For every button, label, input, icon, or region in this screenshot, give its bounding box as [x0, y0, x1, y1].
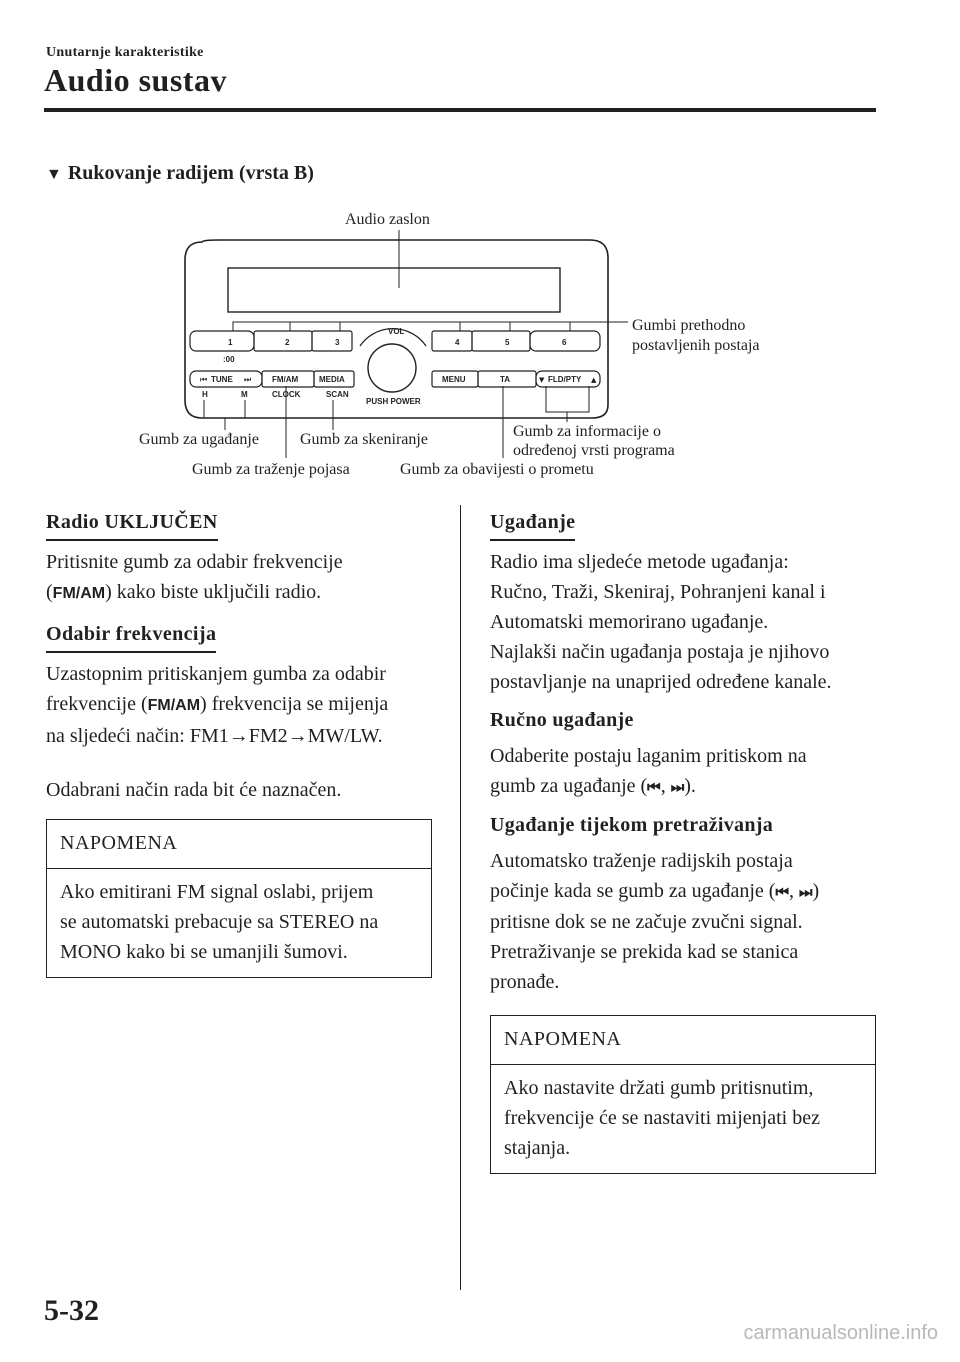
- preset-1-button: [190, 331, 254, 351]
- para-tuning-line4: Najlakši način ugađanja postaja je njihovo: [490, 641, 830, 663]
- para-seek-line4: Pretraživanje se prekida kad se stanica: [490, 941, 799, 963]
- minute-label: M: [241, 390, 248, 399]
- label-ta: Gumb za obavijesti o prometu: [400, 461, 594, 478]
- para-seek-line2a: počinje kada se gumb za ugađanje (: [490, 880, 776, 902]
- para-manual-line1: Odaberite postaju laganim pritiskom na: [490, 745, 807, 767]
- label-tune: Gumb za ugađanje: [139, 431, 259, 448]
- para-tuning-line3: Automatski memorirano ugađanje.: [490, 611, 769, 633]
- menu-label: MENU: [442, 375, 466, 384]
- note-box-right: [490, 1015, 876, 1174]
- note-left-line1: Ako emitirani FM signal oslabi, prijem: [60, 881, 374, 903]
- clock-label: CLOCK: [272, 390, 301, 399]
- tune-bracket: [204, 400, 245, 418]
- skip-back-icon: ⏮: [647, 778, 661, 796]
- preset-4-label: 4: [455, 338, 460, 347]
- label-info-2: određenoj vrsti programa: [513, 442, 675, 459]
- para-seek-line5: pronađe.: [490, 971, 560, 993]
- heading-radio-on: Radio UKLJUČEN: [46, 507, 218, 541]
- heading-manual-tuning: Ručno ugađanje: [490, 709, 634, 731]
- tune-prev-icon: ⏮: [200, 375, 208, 384]
- note-left-line2: se automatski prebacuje sa STEREO na: [60, 911, 379, 933]
- note-right-line3: stajanja.: [504, 1137, 571, 1159]
- fld-down-icon: ▼: [539, 376, 545, 384]
- fldpty-label: FLD/PTY: [548, 375, 582, 384]
- label-band: Gumb za traženje pojasa: [192, 461, 350, 478]
- para-tuning-line1: Radio ima sljedeće metode ugađanja:: [490, 551, 789, 573]
- preset-2-button: [254, 331, 312, 351]
- para-band-line3: na sljedeći način: FM1→FM2→MW/LW.: [46, 725, 383, 747]
- vol-label: VOL: [388, 327, 405, 336]
- preset-3-label: 3: [335, 338, 340, 347]
- para-band-line2b: ) frekvencija se mijenja: [200, 693, 389, 715]
- para-seek-line2b: ): [812, 880, 820, 902]
- para-manual-line2b: ).: [684, 775, 696, 797]
- hour-label: H: [202, 390, 208, 399]
- preset-6-label: 6: [562, 338, 567, 347]
- para-manual-tuning: Odaberite postaju laganim pritiskom na gumb za ugađanje (⏮, ⏭).: [490, 745, 807, 797]
- para-band-line1: Uzastopnim pritiskanjem gumba za odabir: [46, 663, 386, 685]
- para-mode-indicated: Odabrani način rada bit će naznačen.: [46, 779, 342, 801]
- preset-3-button: [312, 331, 352, 351]
- section-label: Unutarnje karakteristike: [46, 45, 204, 60]
- volume-knob: [368, 344, 416, 392]
- note-left-line3: MONO kako bi se umanjili šumovi.: [60, 941, 348, 963]
- radio-diagram: [130, 200, 810, 485]
- fmam-button-ref: FM/AM: [52, 585, 106, 602]
- heading-band-select: Odabir frekvencija: [46, 619, 216, 653]
- page-title: Audio sustav: [44, 62, 227, 98]
- heading-seek-tuning: Ugađanje tijekom pretraživanja: [490, 814, 774, 836]
- subsection-title: [46, 162, 314, 185]
- push-power-label: PUSH POWER: [366, 397, 421, 406]
- note-right-line2: frekvencije će se nastaviti mijenjati bez: [504, 1107, 820, 1129]
- fmam-label: FM/AM: [272, 375, 299, 384]
- note-box-left: [46, 819, 432, 978]
- preset-4-button: [432, 331, 472, 351]
- preset-2-label: 2: [285, 338, 290, 347]
- media-label: MEDIA: [319, 375, 345, 384]
- tune-label: TUNE: [211, 375, 233, 384]
- tune-next-icon: ⏭: [244, 375, 252, 384]
- ta-label: TA: [500, 375, 511, 384]
- preset-1-label: 1: [228, 338, 233, 347]
- watermark: carmanualsonline.info: [743, 1322, 938, 1344]
- label-scan: Gumb za skeniranje: [300, 431, 428, 448]
- note-title-left: NAPOMENA: [47, 820, 431, 869]
- para-seek-line3: pritisne dok se ne začuje zvučni signal.: [490, 911, 803, 933]
- para-seek-tuning: Automatsko traženje radijskih postaja počinje kada se gumb za ugađanje (⏮, ⏭) pritisne dok se ne začuje zvučni signal. Pretraživanje se prekida kad se stanica pronađe.: [490, 850, 820, 993]
- skip-forward-icon: ⏭: [798, 883, 813, 901]
- para-radio-on-line1: Pritisnite gumb za odabir frekvencije: [46, 551, 343, 573]
- para-radio-on: Pritisnite gumb za odabir frekvencije (FM/AM) kako biste uključili radio.: [46, 551, 343, 603]
- para-radio-on-line2: ) kako biste uključili radio.: [105, 581, 322, 603]
- preset-5-label: 5: [505, 338, 510, 347]
- note-title-right: NAPOMENA: [491, 1016, 875, 1065]
- note-body-left: [47, 869, 431, 977]
- note-right-line1: Ako nastavite držati gumb pritisnutim,: [504, 1077, 814, 1099]
- para-tuning-line2: Ručno, Traži, Skeniraj, Pohranjeni kanal i: [490, 581, 826, 603]
- fmam-button-ref-2: FM/AM: [147, 697, 201, 714]
- audio-display: [228, 268, 560, 312]
- pty-up-icon: ▲: [591, 376, 597, 384]
- title-rule: [44, 108, 876, 112]
- skip-back-icon: ⏮: [775, 883, 789, 901]
- para-tuning-line5: postavljanje na unaprijed određene kanale.: [490, 671, 832, 693]
- page-number: 5-32: [44, 1294, 99, 1327]
- left-column: [46, 507, 436, 978]
- triangle-bullet-icon: ▼: [46, 166, 62, 183]
- para-manual-line2a: gumb za ugađanje (: [490, 775, 648, 797]
- label-display: Audio zaslon: [345, 211, 430, 228]
- fldpty-bracket: [546, 386, 589, 412]
- note-body-right: [491, 1065, 875, 1173]
- column-divider: [460, 505, 461, 1290]
- para-tuning: [490, 547, 880, 697]
- scan-label: SCAN: [326, 390, 349, 399]
- heading-tuning: Ugađanje: [490, 507, 575, 541]
- right-column: [490, 507, 880, 1174]
- para-band-select: [46, 659, 436, 751]
- label-info-1: Gumb za informacije o: [513, 423, 661, 440]
- subsection-title-text: Rukovanje radijem (vrsta B): [67, 162, 314, 184]
- para-seek-line1: Automatsko traženje radijskih postaja: [490, 850, 793, 872]
- skip-forward-icon: ⏭: [670, 778, 685, 796]
- label-presets-2: postavljenih postaja: [632, 337, 760, 354]
- label-presets-1: Gumbi prethodno: [632, 317, 746, 334]
- para-band-line2a: frekvencije (: [46, 693, 148, 715]
- preset-5-button: [472, 331, 530, 351]
- clock-colon-label: :00: [223, 355, 235, 364]
